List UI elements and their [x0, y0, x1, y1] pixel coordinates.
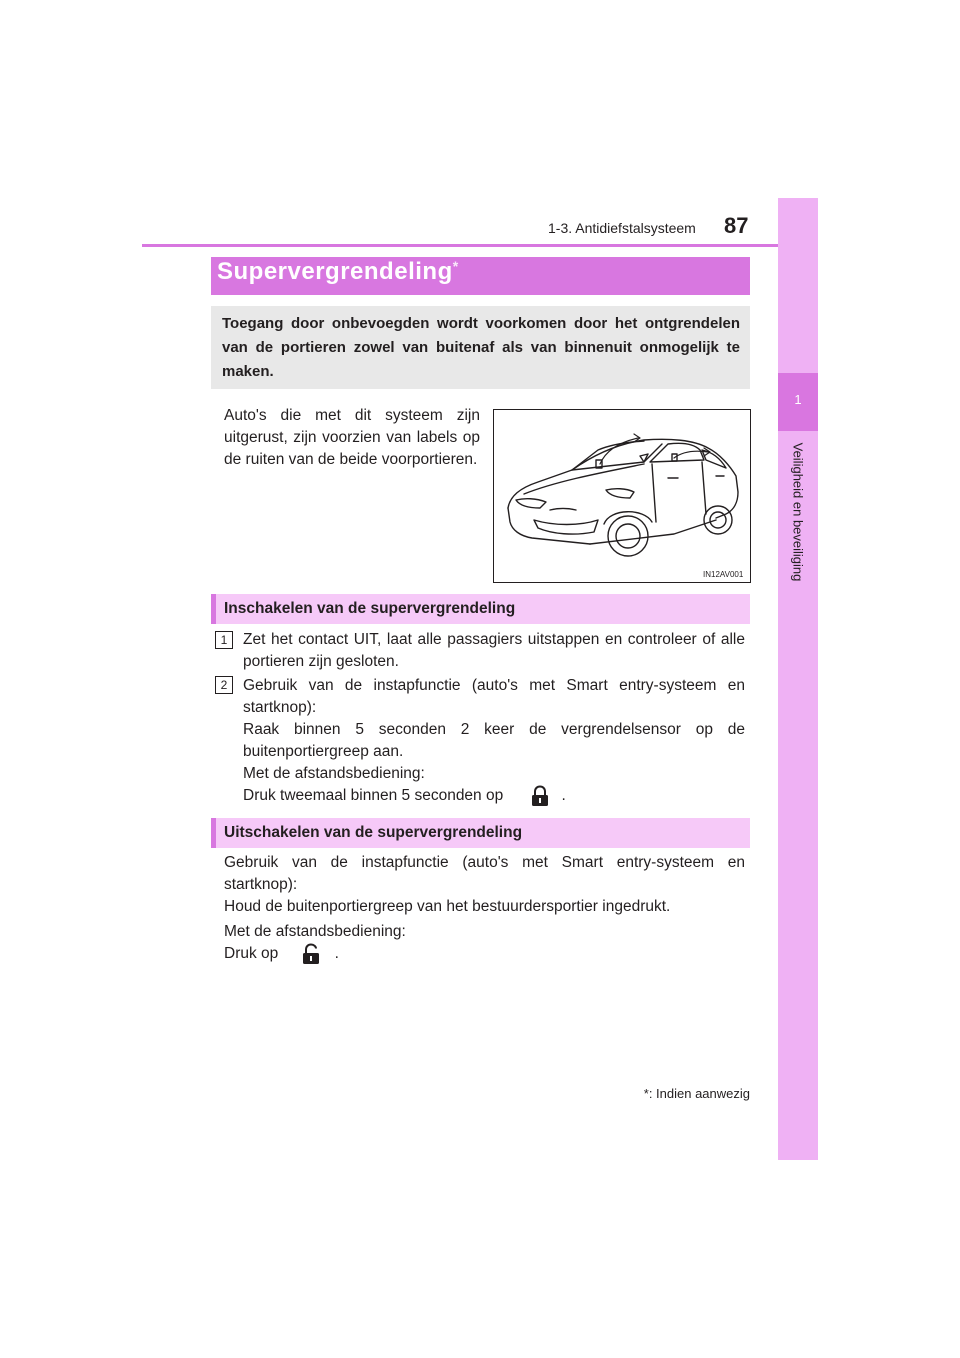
step-1-line: Zet het contact UIT, laat alle passagiers uitstappen en controleer of alle portieren zijn gesloten.: [243, 631, 745, 670]
deactivate-paragraph-3: [224, 943, 745, 965]
step-number-2: 2: [215, 676, 233, 694]
header-rule: [142, 244, 818, 247]
lock-icon: [530, 785, 550, 807]
step-2-line-3: Met de afstandsbediening:: [243, 765, 425, 782]
unlock-icon: [301, 943, 321, 965]
step-2-line-1: Gebruik van de instapfunctie (auto's met Smart entry-systeem en startknop):: [243, 677, 745, 716]
chapter-side-tab: [778, 198, 818, 1160]
figure-code: IN12AV001: [703, 570, 744, 579]
step-2-line-4-end: .: [561, 787, 566, 805]
footnote-text: : Indien aanwezig: [648, 1086, 750, 1101]
deactivate-press-text: Druk op: [224, 945, 279, 963]
subheader-mark-deactivate: [211, 818, 216, 848]
footnote: [620, 1086, 750, 1101]
deactivate-press-end: .: [334, 945, 339, 963]
intro-text: Toegang door onbevoegden wordt voorkomen door het ontgrendelen van de portieren zowel van buitenaf als van binnenuit onmogelijk te maken.: [222, 315, 740, 380]
step-2-text: [243, 675, 745, 807]
step-2-line-2: Raak binnen 5 seconden 2 keer de vergrendelsensor op de buitenportiergreep aan.: [243, 721, 745, 760]
chapter-number: 1: [794, 392, 802, 407]
footnote-marker: *: [643, 1086, 649, 1101]
step-2-line-4-text: Druk tweemaal binnen 5 seconden op: [243, 787, 504, 805]
step-number-1: 1: [215, 631, 233, 649]
car-figure: [493, 409, 751, 583]
title-footnote-marker: *: [452, 258, 459, 274]
step-1-text: [243, 629, 745, 673]
body-paragraph: Auto's die met dit systeem zijn uitgerust, zijn voorzien van labels op de ruiten van de beide voorportieren.: [224, 407, 480, 468]
page-number: 87: [724, 213, 749, 238]
subheader-activate: Inschakelen van de supervergrendeling: [224, 600, 516, 617]
page-title: [217, 258, 459, 286]
page-title-text: Supervergrendeling: [217, 258, 453, 285]
deactivate-paragraph-2: Met de afstandsbediening:: [224, 923, 406, 940]
step-2-line-4: [243, 785, 745, 807]
subheader-deactivate: Uitschakelen van de supervergrendeling: [224, 824, 523, 841]
running-header-section: 1-3. Antidiefstalsysteem: [548, 220, 696, 236]
car-illustration-icon: [494, 410, 750, 582]
subheader-mark-activate: [211, 594, 216, 624]
chapter-title: Veiligheid en beveiliging: [790, 442, 806, 582]
deactivate-paragraph-1b: Houd de buitenportiergreep van het bestuurdersportier ingedrukt.: [224, 898, 671, 915]
deactivate-paragraph-1: Gebruik van de instapfunctie (auto's met Smart entry-systeem en startknop):: [224, 854, 745, 893]
